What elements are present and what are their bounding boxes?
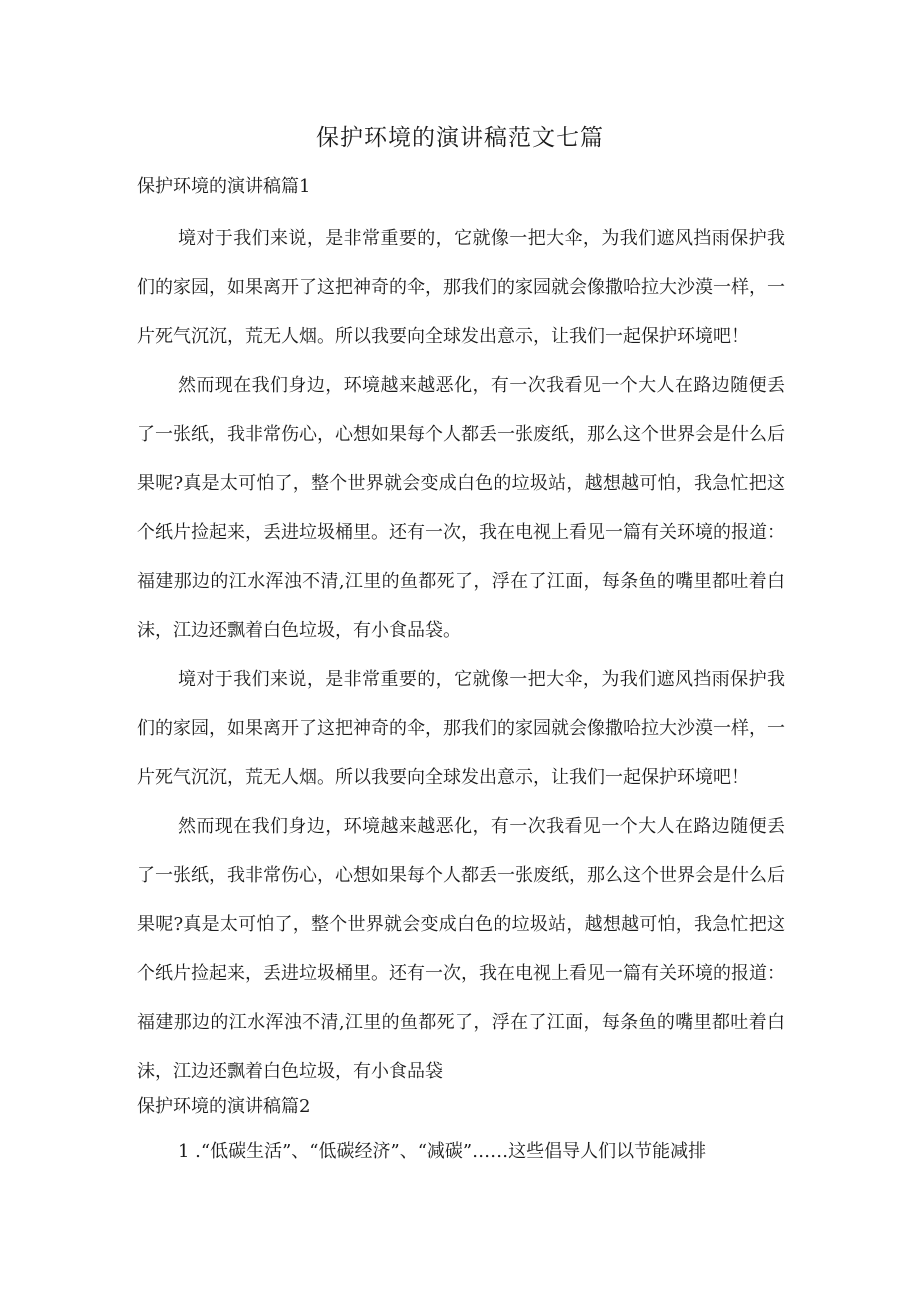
section-1-paragraph-2: 然而现在我们身边，环境越来越恶化，有一次我看见一个大人在路边随便丢了一张纸，我非常伤心，心想如果每个人都丢一张废纸，那么这个世界会是什么后果呢?真是太可怕了，整个世界就会变成白色的垃圾站，越想越可怕，我急忙把这个纸片捡起来，丢进垃圾桶里。还有一次，我在电视上看见一篇有关环境的报道：福建那边的江水浑浊不清,江里的鱼都死了，浮在了江面，每条鱼的嘴里都吐着白沫，江边还飘着白色垃圾，有小食品袋。 [137, 375, 785, 641]
section-heading-1: 保护环境的演讲稿篇1 [137, 176, 311, 197]
section-2-paragraph-1: 1 .“低碳生活”、“低碳经济”、“减碳”……这些倡导人们以节能减排 [178, 1141, 707, 1162]
section-1-paragraph-3: 境对于我们来说，是非常重要的，它就像一把大伞，为我们遮风挡雨保护我们的家园，如果离开了这把神奇的伞，那我们的家园就会像撒哈拉大沙漠一样，一片死气沉沉，荒无人烟。所以我要向全球发出意示，让我们一起保护环境吧！ [137, 669, 785, 788]
section-heading-2: 保护环境的演讲稿篇2 [137, 1096, 311, 1117]
document-title: 保护环境的演讲稿范文七篇 [316, 125, 604, 151]
section-1-paragraph-4: 然而现在我们身边，环境越来越恶化，有一次我看见一个大人在路边随便丢了一张纸，我非常伤心，心想如果每个人都丢一张废纸，那么这个世界会是什么后果呢?真是太可怕了，整个世界就会变成白色的垃圾站，越想越可怕，我急忙把这个纸片捡起来，丢进垃圾桶里。还有一次，我在电视上看见一篇有关环境的报道：福建那边的江水浑浊不清,江里的鱼都死了，浮在了江面，每条鱼的嘴里都吐着白沫，江边还飘着白色垃圾，有小食品袋 [137, 816, 785, 1082]
section-1-paragraph-1: 境对于我们来说，是非常重要的，它就像一把大伞，为我们遮风挡雨保护我们的家园，如果离开了这把神奇的伞，那我们的家园就会像撒哈拉大沙漠一样，一片死气沉沉，荒无人烟。所以我要向全球发出意示，让我们一起保护环境吧！ [137, 228, 785, 347]
